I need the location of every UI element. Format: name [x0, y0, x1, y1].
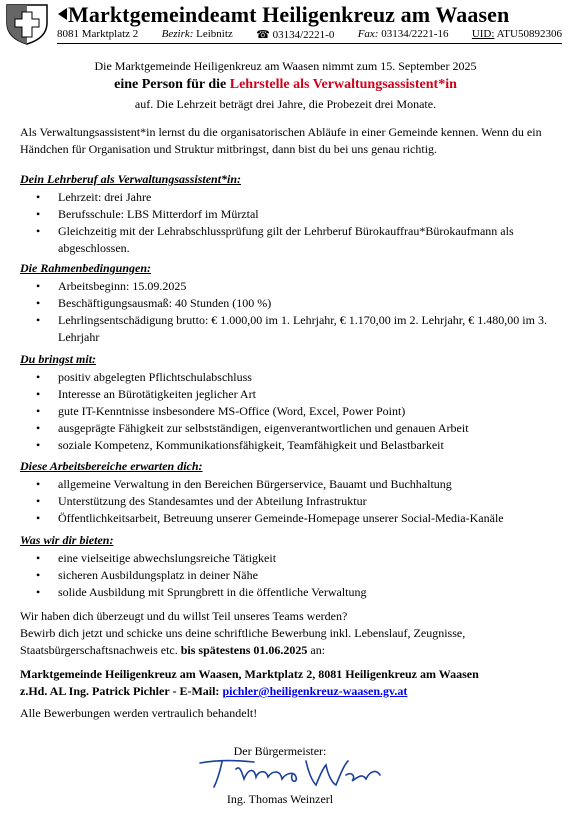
- coat-of-arms-logo: [4, 3, 50, 45]
- page-title: Marktgemeindeamt Heiligenkreuz am Waasen: [68, 2, 510, 27]
- section-list: [20, 278, 550, 346]
- closing-line: Bewirb dich jetzt und schicke uns deine schriftliche Bewerbung inkl. Lebenslauf, Zeugnisse,: [20, 626, 466, 640]
- list-item: • Interesse an Bürotätigkeiten jeglicher Art: [20, 386, 550, 403]
- list-item: • soziale Kompetenz, Kommunikationsfähigkeit, Teamfähigkeit und Belastbarkeit: [20, 437, 550, 454]
- arrow-icon: [58, 8, 67, 20]
- fax-number: 03134/2221-16: [381, 28, 449, 40]
- headline-prefix: eine Person für die: [114, 77, 230, 92]
- closing-text-suffix: an:: [307, 643, 326, 657]
- list-item: • sicheren Ausbildungsplatz in deiner Nähe: [20, 567, 550, 584]
- list-item: • ausgeprägte Fähigkeit zur selbstständigen, eigenverantwortlichen und genauen Arbeit: [20, 420, 550, 437]
- list-item: • Arbeitsbeginn: 15.09.2025: [20, 278, 550, 295]
- list-item: • Unterstützung des Standesamtes und der Abteilung Infrastruktur: [20, 493, 550, 510]
- email-link[interactable]: pichler@heiligenkreuz-waasen.gv.at: [222, 684, 408, 698]
- list-item: • Lehrlingsentschädigung brutto: € 1.000,00 im 1. Lehrjahr, € 1.170,00 im 2. Lehrjahr, € 1.480,00 im 3. Lehrjahr: [20, 312, 550, 346]
- section-heading: Diese Arbeitsbereiche erwarten dich:: [20, 459, 203, 473]
- list-item: • eine vielseitige abwechslungsreiche Tätigkeit: [20, 550, 550, 567]
- list-item: • Beschäftigungsausmaß: 40 Stunden (100 %): [20, 295, 550, 312]
- section-heading: Dein Lehrberuf als Verwaltungsassistent*in:: [20, 172, 242, 186]
- list-item: • solide Ausbildung mit Sprungbrett in die öffentliche Verwaltung: [20, 584, 550, 601]
- application-address: Marktgemeinde Heiligenkreuz am Waasen, Marktplatz 2, 8081 Heiligenkreuz am Waasen: [20, 667, 479, 681]
- closing-text: [20, 608, 555, 659]
- section-list: [20, 476, 550, 527]
- contact-prefix: z.Hd. AL Ing. Patrick Pichler - E-Mail:: [20, 684, 223, 698]
- signature-role: Der Bürgermeister:: [233, 744, 327, 758]
- closing-line: Wir haben dich überzeugt und du willst Teil unseres Teams werden?: [20, 609, 348, 623]
- section-list: [20, 189, 550, 257]
- list-item: • Lehrzeit: drei Jahre: [20, 189, 550, 206]
- section-list: [20, 550, 550, 601]
- signatory-name: Ing. Thomas Weinzerl: [226, 792, 334, 806]
- list-item: • Gleichzeitig mit der Lehrabschlussprüfung gilt der Lehrberuf Bürokauffrau*Bürokaufmann als abgeschlossen.: [20, 223, 550, 257]
- job-description: Als Verwaltungsassistent*in lernst du die organisatorischen Abläufe in einer Gemeinde kennen. Wenn du ein Händchen für Organisation und Struktur mitbringst, dann bist du bei uns genau richtig.: [20, 125, 542, 156]
- header-divider: [57, 43, 562, 44]
- section-list: [20, 369, 550, 454]
- list-item: • gute IT-Kenntnisse insbesondere MS-Office (Word, Excel, Power Point): [20, 403, 550, 420]
- uid-value: ATU50892306: [496, 28, 562, 40]
- headline-highlight: Lehrstelle als Verwaltungsassistent*in: [229, 77, 457, 92]
- phone-icon: ☎: [256, 29, 270, 41]
- header-address: 8081 Marktplatz 2: [57, 28, 139, 40]
- closing-text-prefix: Staatsbürgerschaftsnachweis etc.: [20, 643, 181, 657]
- bezirk-label: Bezirk:: [161, 28, 194, 40]
- section-heading: Was wir dir bieten:: [20, 533, 114, 547]
- uid-label: UID:: [471, 28, 495, 40]
- intro-text: Die Marktgemeinde Heiligenkreuz am Waasen nimmt zum 15. September 2025: [94, 59, 477, 73]
- phone-number: 03134/2221-0: [272, 29, 335, 41]
- closing-line: [20, 642, 555, 659]
- job-headline: [0, 77, 571, 93]
- headline-subtext: auf. Die Lehrzeit beträgt drei Jahre, die Probezeit drei Monate.: [134, 97, 437, 111]
- deadline: bis spätestens 01.06.2025: [180, 643, 308, 657]
- fax-label: Fax:: [357, 28, 379, 40]
- contact-line: [20, 683, 555, 700]
- list-item: • positiv abgelegten Pflichtschulabschluss: [20, 369, 550, 386]
- bezirk-value: Leibnitz: [196, 28, 233, 40]
- list-item: • Berufsschule: LBS Mitterdorf im Mürztal: [20, 206, 550, 223]
- list-item: • Öffentlichkeitsarbeit, Betreuung unserer Gemeinde-Homepage unserer Social-Media-Kanäle: [20, 510, 550, 527]
- section-heading: Die Rahmenbedingungen:: [20, 261, 152, 275]
- handwritten-signature: [196, 757, 386, 791]
- list-item: • allgemeine Verwaltung in den Bereichen Bürgerservice, Bauamt und Buchhaltung: [20, 476, 550, 493]
- confidential-note: Alle Bewerbungen werden vertraulich behandelt!: [20, 706, 258, 720]
- section-heading: Du bringst mit:: [20, 352, 97, 366]
- header-info-line: [57, 28, 562, 41]
